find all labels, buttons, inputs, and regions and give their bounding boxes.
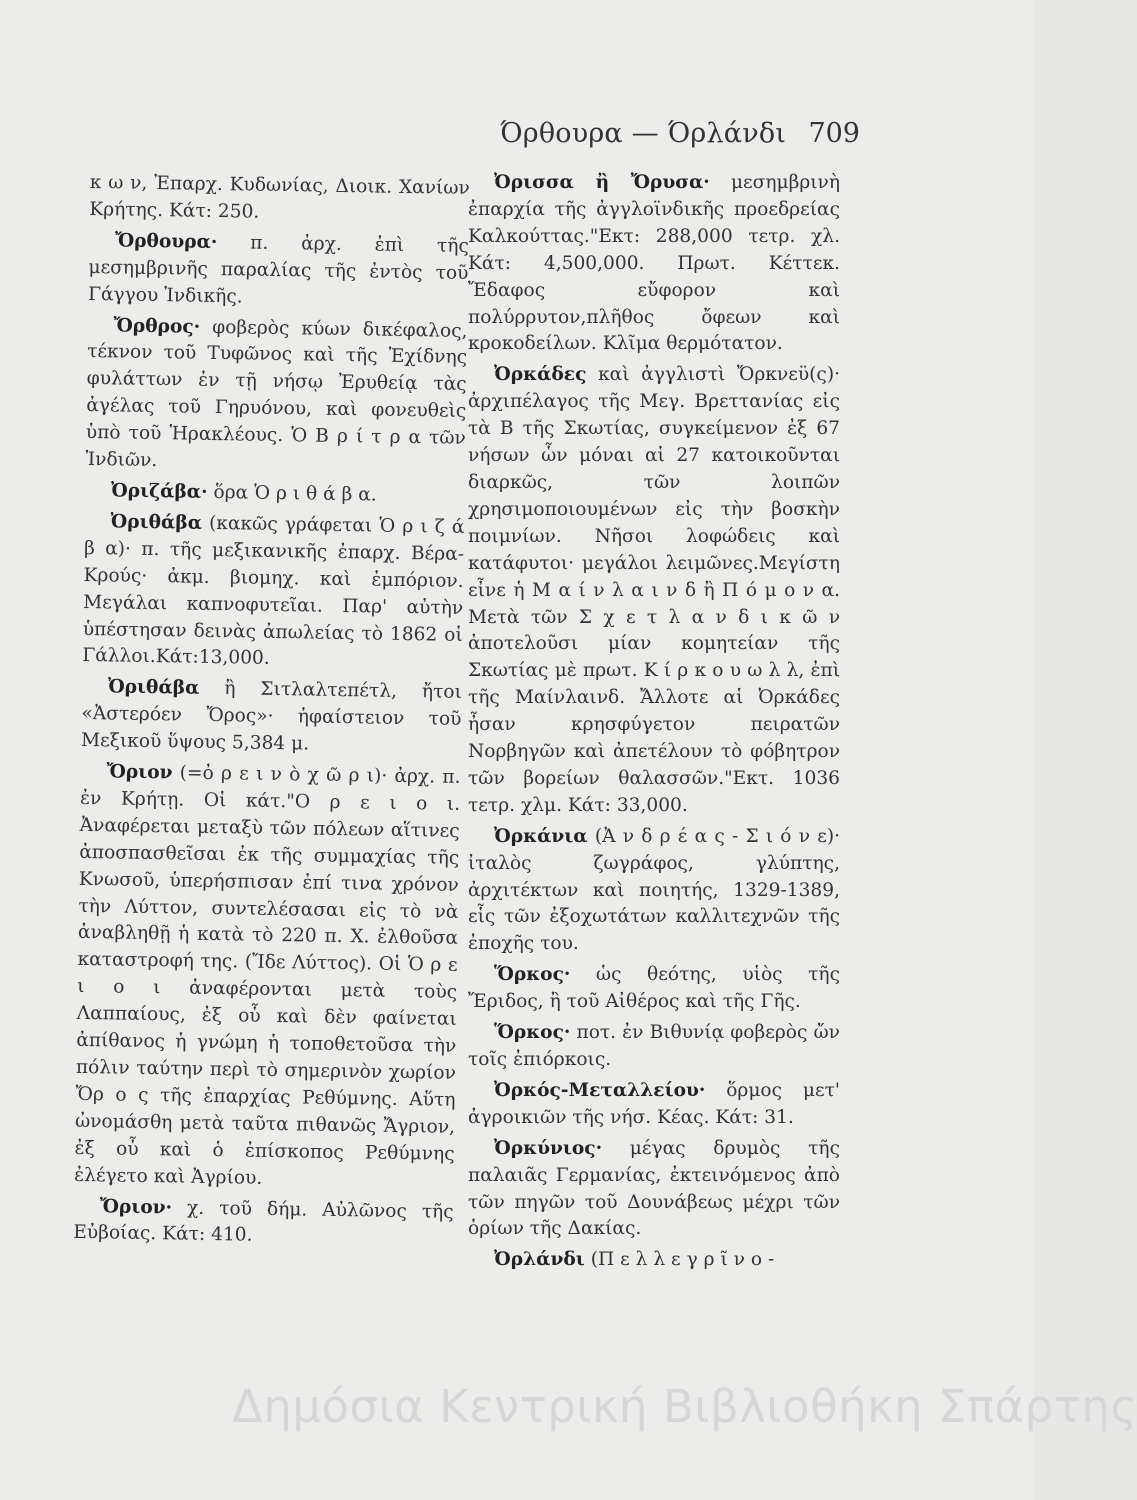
entry-headword: Ὀριθάβα bbox=[107, 676, 200, 700]
dictionary-entry bbox=[82, 509, 464, 676]
entry-headword: Ὄριον bbox=[106, 761, 173, 784]
dictionary-entry bbox=[74, 759, 461, 1195]
entry-text: ὅρα Ὁ ρ ι θ ά β α. bbox=[213, 481, 377, 506]
dictionary-entry bbox=[81, 674, 462, 761]
left-column bbox=[73, 170, 470, 1257]
entry-text: καὶ ἀγγλιστὶ Ὄρκνεϋ(ς)· ἀρχιπέλαγος τῆς Μεγ. Βρεττανίας εἰς τὰ Β τῆς Σκωτίας, συγκείμενον ἐξ 67 νήσων ὧν μόναι αἱ 27 κατοικοῦνται διαρκῶς, τῶν λοιπῶν χρησιμοποιουμένων εἰς τὴν βοσκὴν ποιμνίων. Νῆσοι λοφώδεις καὶ κατάφυτοι· μεγάλοι λειμῶνες.Μεγίστη εἶνε ἡ Μ α ί ν λ α ι ν δ ἢ Π ό μ ο ν α. Μετὰ τῶν Σ χ ε τ λ α ν δ ι κ ῶ ν ἀποτελοῦσι μίαν κομητείαν τῆς Σκωτίας μὲ πρωτ. Κ ί ρ κ ο υ ω λ λ, ἐπὶ τῆς Μαίνλαινδ. Ἄλλοτε αἱ Ὀρκάδες ἦσαν κρησφύγετον πειρατῶν Νορβηγῶν καὶ ἀπετέλουν τὸ φόβητρον τῶν βορείων θαλασσῶν."Εκτ. 1036 τετρ. χλμ. Κάτ: 33,000. bbox=[468, 364, 840, 816]
entry-text: (Ἀ ν δ ρ έ α ς - Σ ι ό ν ε)· ἰταλὸς ζωγράφος, γλύπτης, ἀρχιτέκτων καὶ ποιητής, 1329-1389, εἷς τῶν ἐξοχωτάτων καλλιτεχνῶν τῆς ἐποχῆς του. bbox=[468, 825, 840, 955]
dictionary-entry bbox=[468, 1078, 840, 1132]
entry-text: ἢ Σιτλαλτεπέτλ, ἤτοι «Ἀστερόεν Ὄρος»· ἡφαίστειον τοῦ Μεξικοῦ ὕψους 5,384 μ. bbox=[80, 678, 462, 755]
entry-text: π. ἀρχ. ἐπὶ τῆς μεσημβρινῆς παραλίας τῆς ἐντὸς τοῦ Γάγγου Ἰνδικῆς. bbox=[87, 232, 470, 308]
dictionary-entry bbox=[468, 362, 840, 819]
entry-headword: Ὀριθάβα bbox=[110, 511, 203, 534]
entry-headword: Ὀρκύνιος· bbox=[494, 1137, 603, 1159]
dictionary-entry bbox=[468, 1020, 840, 1074]
page-number: 709 bbox=[808, 118, 860, 149]
dictionary-entry bbox=[468, 824, 840, 959]
dictionary-entry bbox=[468, 1136, 840, 1244]
dictionary-entry bbox=[89, 170, 470, 230]
entry-headword: Ὀρκάδες bbox=[494, 364, 587, 386]
running-title: Όρθουρα — Όρλάνδι bbox=[500, 118, 787, 149]
right-column bbox=[468, 170, 840, 1278]
entry-text: μέγας δρυμὸς τῆς παλαιᾶς Γερμανίας, ἐκτεινόμενος ἀπὸ τῶν πηγῶν τοῦ Δουνάβεως μέχρι τῶν ὁρίων τῆς Δακίας. bbox=[468, 1137, 840, 1240]
entry-text: χ. τοῦ δήμ. Αὐλῶνος τῆς Εὐβοίας. Κάτ: 410. bbox=[73, 1197, 454, 1247]
dictionary-entry bbox=[85, 478, 465, 511]
entry-text: ποτ. ἐν Βιθυνίᾳ φοβερὸς ὤν τοῖς ἐπιόρκοις. bbox=[468, 1022, 840, 1070]
dictionary-entry bbox=[88, 228, 469, 315]
dictionary-entry bbox=[468, 170, 840, 358]
entry-headword: Ὅρκος· bbox=[494, 964, 571, 986]
entry-text: φοβερὸς κύων δικέφαλος, τέκνον τοῦ Τυφῶνος καὶ τῆς Ἐχίδνης φυλάττων ἐν τῇ νήσῳ Ἐρυθείᾳ τὰς ἀγέλας τοῦ Γηρυόνου, καὶ φονευθεὶς ὑπὸ τοῦ Ἡρακλέους. Ὁ Β ρ ί τ ρ α τῶν Ἰνδιῶν. bbox=[85, 316, 468, 472]
entry-headword: Ὀρισσα ἢ Ὄρυσα· bbox=[494, 172, 710, 193]
entry-headword: Ὄρθουρα· bbox=[114, 230, 218, 253]
entry-text: (Π ε λ λ ε γ ρ ῖ ν ο - bbox=[590, 1249, 775, 1271]
entry-headword: Ὄριον· bbox=[99, 1195, 173, 1218]
entry-headword: Ὀρκός-Μεταλλείου· bbox=[494, 1079, 706, 1101]
entry-text: κ ω ν, Ἐπαρχ. Κυδωνίας, Διοικ. Χανίων Κρήτης. Κάτ: 250. bbox=[89, 171, 470, 223]
entry-headword: Ὀρκάνια bbox=[494, 825, 588, 847]
library-watermark: Δημόσια Κεντρική Βιβλιοθήκη Σπάρτης bbox=[232, 1380, 1137, 1433]
page-header bbox=[500, 118, 860, 149]
dictionary-entry bbox=[468, 1247, 840, 1274]
dictionary-entry bbox=[468, 962, 840, 1016]
dictionary-entry bbox=[73, 1193, 454, 1253]
entry-text: μεσημβρινὴ ἐπαρχία τῆς ἀγγλοϊνδικῆς προεδρείας Καλκούττας."Εκτ: 288,000 τετρ. χλ. Κάτ: 4,500,000. Πρωτ. Κέττεκ. Ἔδαφος εὔφορον καὶ πολύρρυτον,πλῆθος ὄφεων καὶ κροκοδείλων. Κλῖμα θερμότατον. bbox=[468, 172, 840, 355]
entry-headword: Ὀριζάβα· bbox=[110, 480, 208, 503]
entry-text: ὡς θεότης, υἱὸς τῆς Ἔριδος, ἢ τοῦ Αἰθέρος καὶ τῆς Γῆς. bbox=[468, 964, 840, 1013]
entry-headword: Ὅρκος· bbox=[494, 1022, 571, 1044]
entry-text: (κακῶς γράφεται Ὁ ρ ι ζ ά β α)· π. τῆς μεξικανικῆς ἐπαρχ. Βέρα-Κρούς· ἀκμ. βιομηχ. καὶ ἐμπόριον. Μεγάλαι καπνοφυτεῖαι. Παρ' αὐτὴν ὑπέστησαν δεινὰς ἀπωλείας τὸ 1862 οἱ Γάλλοι.Κάτ:13,000. bbox=[82, 512, 465, 670]
entry-text: ὅρμος μετ' ἀγροικιῶν τῆς νήσ. Κέας. Κάτ: 31. bbox=[468, 1079, 840, 1128]
entry-headword: Ὀρλάνδι bbox=[494, 1249, 585, 1271]
entry-text: (=ὀ ρ ε ι ν ὸ χ ῶ ρ ι)· ἀρχ. π. ἐν Κρήτῃ. Οἱ κάτ."Ο ρ ε ι ο ι. Ἀναφέρεται μεταξὺ τῶν πόλεων αἵτινες ἀποσπασθεῖσαι ἐκ τῆς συμμαχίας τῆς Κνωσοῦ, ὑπερήσπισαν ἐπί τινα χρόνον τὴν Λύττον, συντελέσασαι εἰς τὸ νὰ ἀναβληθῇ ἡ κατὰ τὸ 220 π. Χ. ἐλθοῦσα καταστροφή της. (Ἴδε Λύττος). Οἱ Ὁ ρ ε ι ο ι ἀναφέρονται μετὰ τοὺς Λαππαίους, ἐξ οὗ καὶ δὲν φαίνεται ἀπίθανος ἡ γνώμη ἡ τοποθετοῦσα τὴν πόλιν ταύτην περὶ τὸ σημερινὸν χωρίον Ὄρ ο ς τῆς ἐπαρχίας Ρεθύμνης. Αὕτη ὠνομάσθη μετὰ ταῦτα πιθανῶς Ἄγριον, ἐξ οὗ καὶ ὁ ἐπίσκοπος Ρεθύμνης ἐλέγετο καὶ Ἀγρίου. bbox=[74, 762, 461, 1189]
entry-headword: Ὄρθρος· bbox=[113, 314, 201, 338]
dictionary-entry bbox=[85, 313, 467, 480]
